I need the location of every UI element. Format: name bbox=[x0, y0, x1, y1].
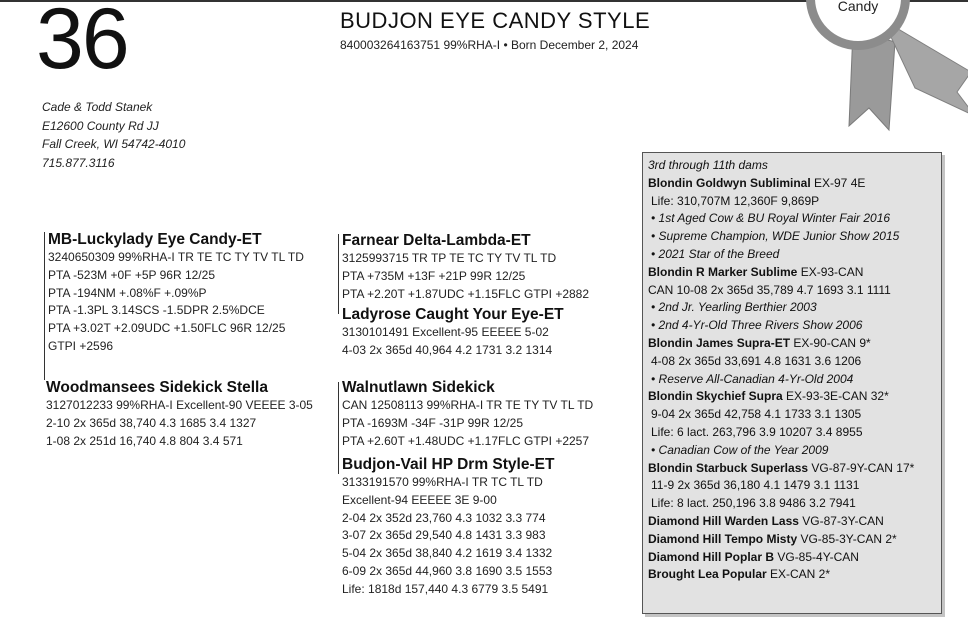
dam-dam-line: 2-04 2x 352d 23,760 4.3 1032 3.3 774 bbox=[342, 510, 546, 525]
dam-entry-class: EX-97 4E bbox=[810, 175, 866, 190]
sire-dam-line: 4-03 2x 365d 40,964 4.2 1731 3.2 1314 bbox=[342, 342, 553, 357]
dam-entry-class: VG-85-3Y-CAN 2* bbox=[797, 531, 897, 546]
dam-entry bbox=[648, 549, 914, 567]
dam-entry-note: • 2021 Star of the Breed bbox=[651, 246, 780, 261]
sire-name: MB-Luckylady Eye Candy-ET bbox=[48, 231, 262, 248]
sire-line: PTA -1.3PL 3.14SCS -1.5DPR 2.5%DCE bbox=[48, 303, 265, 318]
dam-entry-line: CAN 10-08 2x 365d 35,789 4.7 1693 3.1 1111 bbox=[648, 282, 891, 297]
dam-name: Woodmansees Sidekick Stella bbox=[46, 379, 268, 396]
dam-dam-line: 5-04 2x 365d 38,840 4.2 1619 3.4 1332 bbox=[342, 546, 553, 561]
pedigree-line-sire bbox=[44, 232, 45, 380]
dam-entry-line: Life: 8 lact. 250,196 3.8 9486 3.2 7941 bbox=[651, 496, 856, 511]
dam-entry-name: Diamond Hill Poplar B bbox=[648, 549, 775, 564]
dam-entry-class: EX-93-CAN bbox=[797, 264, 864, 279]
dam-dam-line: 3133191570 99%RHA-I TR TC TL TD bbox=[342, 475, 543, 489]
owner-address bbox=[42, 98, 185, 172]
owner-street: E12600 County Rd JJ bbox=[42, 118, 159, 133]
sire-sire-line: 3125993715 TR TP TE TC TY TV TL TD bbox=[342, 251, 557, 265]
sire-sire-line: PTA +2.20T +1.87UDC +1.15FLC GTPI +2882 bbox=[342, 286, 590, 301]
dam-entry-line: 9-04 2x 365d 42,758 4.1 1733 3.1 1305 bbox=[651, 407, 862, 422]
sire-dam-name: Ladyrose Caught Your Eye-ET bbox=[342, 306, 564, 323]
dam-entry-class: EX-CAN 2* bbox=[766, 567, 831, 582]
dam-entry-note: • 1st Aged Cow & BU Royal Winter Fair 2016 bbox=[651, 211, 891, 226]
dam-dam-line: Life: 1818d 157,440 4.3 6779 3.5 5491 bbox=[342, 581, 549, 596]
dam-entry bbox=[648, 388, 914, 406]
dam-line: 3127012233 99%RHA-I Excellent-90 VEEEE 3-05 bbox=[46, 398, 313, 412]
lot-number: 36 bbox=[36, 0, 128, 87]
dam-entry-note: • Supreme Champion, WDE Junior Show 2015 bbox=[651, 229, 900, 244]
dam-dam-name: Budjon-Vail HP Drm Style-ET bbox=[342, 456, 555, 473]
sire-line: PTA +3.02T +2.09UDC +1.50FLC 96R 12/25 bbox=[48, 321, 286, 336]
sire-block bbox=[48, 230, 304, 356]
sire-dam-line: 3130101491 Excellent-95 EEEEE 5-02 bbox=[342, 325, 549, 339]
ribbon-label: Candy bbox=[837, 0, 879, 14]
dam-dam-line: 3-07 2x 365d 29,540 4.8 1431 3.3 983 bbox=[342, 528, 546, 543]
owner-phone: 715.877.3116 bbox=[42, 155, 115, 170]
dam-sire-name: Walnutlawn Sidekick bbox=[342, 379, 495, 396]
dam-entry bbox=[648, 531, 914, 549]
dam-entry-note: • Reserve All-Canadian 4-Yr-Old 2004 bbox=[651, 371, 854, 386]
dam-entry-name: Blondin R Marker Sublime bbox=[648, 264, 798, 279]
dam-entry-class: VG-87-9Y-CAN 17* bbox=[808, 460, 915, 475]
dam-entry-name: Blondin James Supra-ET bbox=[648, 335, 791, 350]
dam-sire-block bbox=[342, 378, 593, 450]
dams-box-content bbox=[648, 157, 914, 584]
dam-entry-name: Brought Lea Popular bbox=[648, 567, 767, 582]
dam-entry-note: • Canadian Cow of the Year 2009 bbox=[651, 442, 829, 457]
dam-entry-line: 4-08 2x 365d 33,691 4.8 1631 3.6 1206 bbox=[651, 353, 862, 368]
dam-entry bbox=[648, 566, 914, 584]
dam-entry-class: EX-90-CAN 9* bbox=[790, 335, 871, 350]
pedigree-line-dam-sire bbox=[338, 382, 339, 474]
owner-name: Cade & Todd Stanek bbox=[42, 100, 153, 114]
dam-entry-name: Blondin Goldwyn Subliminal bbox=[648, 175, 811, 190]
dam-sire-line: PTA -1693M -34F -31P 99R 12/25 bbox=[342, 415, 523, 430]
dam-entry-line: Life: 6 lact. 263,796 3.9 10207 3.4 8955 bbox=[651, 424, 863, 439]
dam-entry-class: VG-85-4Y-CAN bbox=[774, 549, 859, 564]
animal-subtitle: 840003264163751 99%RHA-I • Born December 2, 2024 bbox=[340, 38, 639, 52]
dam-sire-line: CAN 12508113 99%RHA-I TR TE TY TV TL TD bbox=[342, 398, 594, 412]
sire-line: PTA -194NM +.08%F +.09%P bbox=[48, 285, 207, 300]
dam-entry-name: Blondin Starbuck Superlass bbox=[648, 460, 809, 475]
dams-box-heading: 3rd through 11th dams bbox=[648, 158, 768, 172]
sire-sire-name: Farnear Delta-Lambda-ET bbox=[342, 232, 531, 249]
dam-dam-line: 6-09 2x 365d 44,960 3.8 1690 3.5 1553 bbox=[342, 563, 553, 578]
dam-entry-class: EX-93-3E-CAN 32* bbox=[782, 389, 889, 404]
dam-entry-note: • 2nd 4-Yr-Old Three Rivers Show 2006 bbox=[651, 318, 863, 333]
sire-line: GTPI +2596 bbox=[48, 338, 114, 353]
dam-dam-block bbox=[342, 455, 554, 599]
sire-line: PTA -523M +0F +5P 96R 12/25 bbox=[48, 267, 215, 282]
dam-entry bbox=[648, 460, 914, 478]
dam-entry-line: Life: 310,707M 12,360F 9,869P bbox=[651, 193, 820, 208]
dam-entry-note: • 2nd Jr. Yearling Berthier 2003 bbox=[651, 300, 817, 315]
owner-city: Fall Creek, WI 54742-4010 bbox=[42, 137, 186, 151]
dam-sire-line: PTA +2.60T +1.48UDC +1.17FLC GTPI +2257 bbox=[342, 433, 590, 448]
sire-sire-line: PTA +735M +13F +21P 99R 12/25 bbox=[342, 268, 526, 283]
rosette-ribbon-icon bbox=[765, 0, 968, 140]
dam-entry bbox=[648, 513, 914, 531]
dam-dam-line: Excellent-94 EEEEE 3E 9-00 bbox=[342, 492, 497, 507]
dam-entry-name: Diamond Hill Warden Lass bbox=[648, 513, 799, 528]
pedigree-line-sire-sire bbox=[338, 234, 339, 314]
sire-sire-block bbox=[342, 231, 589, 303]
dam-entry bbox=[648, 264, 914, 282]
dam-block bbox=[46, 378, 313, 450]
dam-entry-line: 11-9 2x 365d 36,180 4.1 1479 3.1 1131 bbox=[651, 478, 860, 493]
sire-dam-block bbox=[342, 305, 564, 360]
dam-entry-class: VG-87-3Y-CAN bbox=[798, 513, 884, 528]
dam-line: 1-08 2x 251d 16,740 4.8 804 3.4 571 bbox=[46, 433, 243, 448]
dam-entry-name: Blondin Skychief Supra bbox=[648, 389, 783, 404]
sire-line: 3240650309 99%RHA-I TR TE TC TY TV TL TD bbox=[48, 250, 304, 264]
dam-entry bbox=[648, 175, 914, 193]
dam-entry-name: Diamond Hill Tempo Misty bbox=[648, 531, 798, 546]
dam-entry bbox=[648, 335, 914, 353]
animal-title: BUDJON EYE CANDY STYLE bbox=[340, 8, 651, 33]
dam-line: 2-10 2x 365d 38,740 4.3 1685 3.4 1327 bbox=[46, 415, 257, 430]
